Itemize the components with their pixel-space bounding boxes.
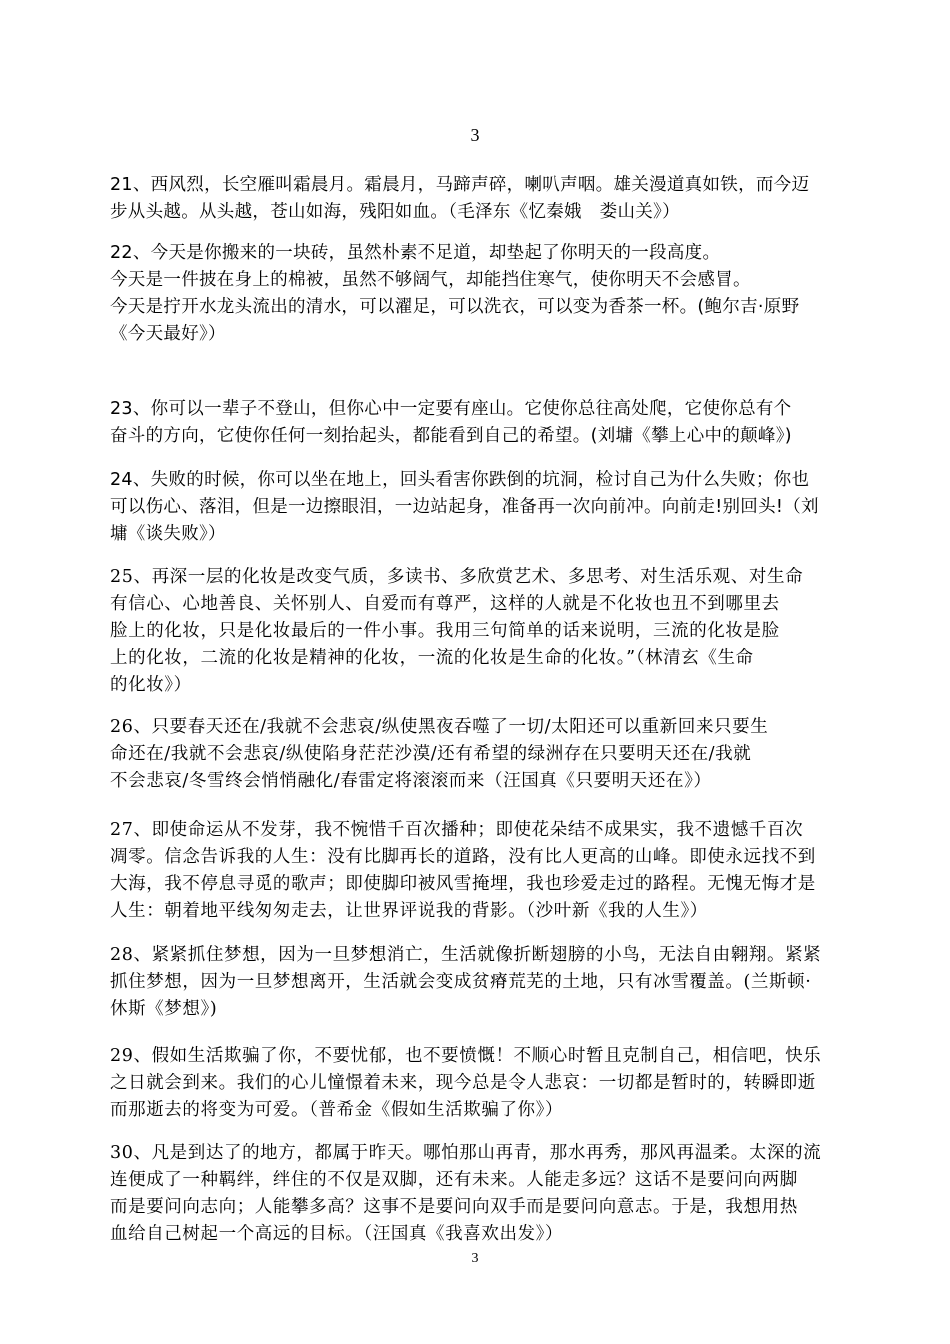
page-number-bottom: 3 bbox=[471, 1251, 479, 1266]
text-line: 血给自己树起一个高远的目标。（汪国真《我喜欢出发》） bbox=[110, 1224, 564, 1244]
quote-30 bbox=[110, 1140, 842, 1248]
text-line: 29、假如生活欺骗了你，不要忧郁，也不要愤慨！不顺心时暂且克制自己，相信吧，快乐 bbox=[110, 1046, 822, 1066]
text-line: 28、紧紧抓住梦想，因为一旦梦想消亡，生活就像折断翅膀的小鸟，无法自由翱翔。紧紧 bbox=[110, 945, 822, 965]
text-line: 26、只要春天还在/我就不会悲哀/纵使黑夜吞噬了一切/太阳还可以重新回来只要生 bbox=[110, 717, 769, 737]
quote-29 bbox=[110, 1043, 842, 1124]
page-number-top: 3 bbox=[470, 125, 480, 145]
text-line: 连便成了一种羁绊，绊住的不仅是双脚，还有未来。人能走多远？这话不是要问向两脚 bbox=[110, 1170, 798, 1190]
text-line: 上的化妆，二流的化妆是精神的化妆，一流的化妆是生命的化妆。”（林清玄《生命 bbox=[110, 648, 754, 668]
quote-25 bbox=[110, 564, 842, 699]
quote-28 bbox=[110, 942, 842, 1023]
text-line: 人生：朝着地平线匆匆走去，让世界评说我的背影。（沙叶新《我的人生》） bbox=[110, 901, 708, 921]
text-line: 有信心、心地善良、关怀别人、自爱而有尊严，这样的人就是不化妆也丑不到哪里去 bbox=[110, 594, 780, 614]
quote-26 bbox=[110, 714, 842, 795]
quote-24 bbox=[110, 467, 842, 548]
text-line: 脸上的化妆，只是化妆最后的一件小事。我用三句简单的话来说明，三流的化妆是脸 bbox=[110, 621, 780, 641]
text-line: 抓住梦想，因为一旦梦想离开，生活就会变成贫瘠荒芜的土地，只有冰雪覆盖。(兰斯顿· bbox=[110, 972, 812, 992]
quote-23 bbox=[110, 396, 842, 450]
text-line: 而那逝去的将变为可爱。（普希金《假如生活欺骗了你》） bbox=[110, 1100, 564, 1120]
text-line: 23、你可以一辈子不登山，但你心中一定要有座山。它使你总往高处爬，它使你总有个 bbox=[110, 399, 792, 419]
text-line: 步从头越。从头越，苍山如海，残阳如血。（毛泽东《忆秦娥 娄山关》） bbox=[110, 202, 680, 222]
quote-21 bbox=[110, 172, 842, 226]
text-line: 不会悲哀/冬雪终会悄悄融化/春雷定将滚滚而来（汪国真《只要明天还在》） bbox=[110, 771, 712, 791]
quote-22 bbox=[110, 240, 842, 348]
text-line: 凋零。信念告诉我的人生：没有比脚再长的道路，没有比人更高的山峰。即使永远找不到 bbox=[110, 847, 816, 867]
text-line: 可以伤心、落泪，但是一边擦眼泪，一边站起身，准备再一次向前冲。向前走!别回头!（刘 bbox=[110, 497, 819, 517]
text-line: 而是要问向志向；人能攀多高？这事不是要问向双手而是要问向意志。于是，我想用热 bbox=[110, 1197, 798, 1217]
text-line: 25、再深一层的化妆是改变气质，多读书、多欣赏艺术、多思考、对生活乐观、对生命 bbox=[110, 567, 804, 587]
text-line: 22、今天是你搬来的一块砖，虽然朴素不足道，却垫起了你明天的一段高度。 bbox=[110, 243, 721, 263]
text-line: 的化妆》） bbox=[110, 675, 192, 695]
text-line: 27、即使命运从不发芽，我不惋惜千百次播种；即使花朵结不成果实，我不遗憾千百次 bbox=[110, 820, 804, 840]
text-line: 大海，我不停息寻觅的歌声；即使脚印被风雪掩埋，我也珍爱走过的路程。无愧无悔才是 bbox=[110, 874, 816, 894]
text-line: 24、失败的时候，你可以坐在地上，回头看害你跌倒的坑洞，检讨自己为什么失败；你也 bbox=[110, 470, 810, 490]
text-line: 今天是一件披在身上的棉被，虽然不够阔气，却能挡住寒气，使你明天不会感冒。 bbox=[110, 270, 751, 290]
quote-27 bbox=[110, 817, 842, 925]
text-line: 奋斗的方向，它使你任何一刻抬起头，都能看到自己的希望。(刘墉《攀上心中的颠峰》) bbox=[110, 426, 792, 446]
text-line: 休斯《梦想》) bbox=[110, 999, 218, 1019]
text-line: 21、西风烈，长空雁叫霜晨月。霜晨月，马蹄声碎，喇叭声咽。雄关漫道真如铁，而今迈 bbox=[110, 175, 810, 195]
text-line: 墉《谈失败》） bbox=[110, 524, 226, 544]
text-line: 之日就会到来。我们的心儿憧憬着未来，现今总是令人悲哀：一切都是暂时的，转瞬即逝 bbox=[110, 1073, 816, 1093]
text-line: 《今天最好》） bbox=[110, 324, 226, 344]
text-line: 今天是拧开水龙头流出的清水，可以濯足，可以洗衣，可以变为香茶一杯。(鲍尔吉·原野 bbox=[110, 297, 800, 317]
text-line: 命还在/我就不会悲哀/纵使陷身茫茫沙漠/还有希望的绿洲存在只要明天还在/我就 bbox=[110, 744, 752, 764]
text-line: 30、凡是到达了的地方，都属于昨天。哪怕那山再青，那水再秀，那风再温柔。太深的流 bbox=[110, 1143, 822, 1163]
